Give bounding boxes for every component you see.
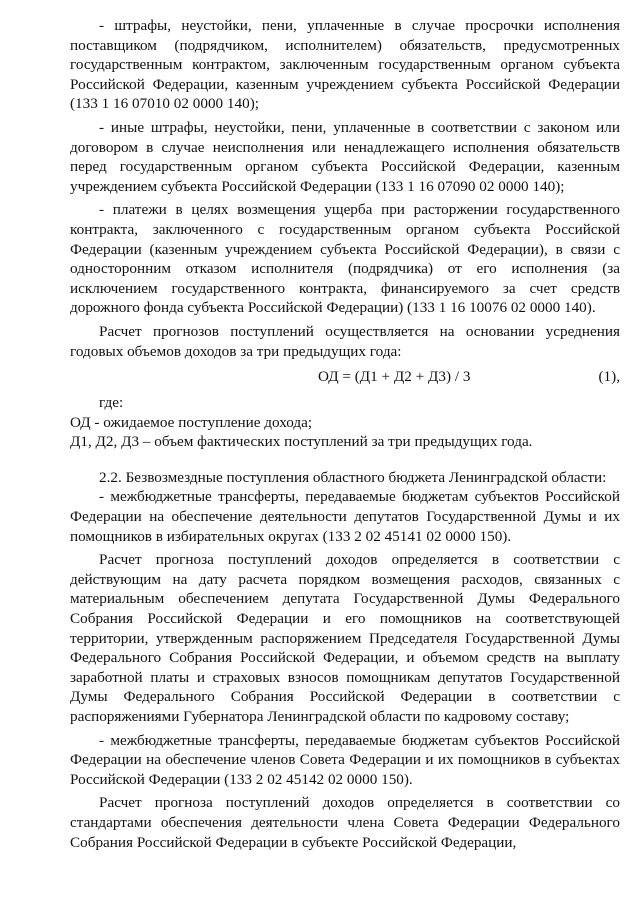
paragraph-forecast-duma: Расчет прогноза поступлений доходов определяется в соответствии с действующим на дату расчета порядком возмещения расходов, связанных с материальным обеспечением депутата Государственной Думы Федерального Собрания Российской Федерации и его помощников на соответствующей территории, утвержденным распоряжением Председателя Государственной Думы Федерального Собрания Российской Федерации, и объемом средств на выплату заработной платы и страховых взносов помощникам депутатов Государственной Думы Федерального Собрания Российской Федерации в соответствии с распоряжениями Губернатора Ленинградской области по кадровому составу; xyxy=(70,551,620,725)
formula-number: (1), xyxy=(598,368,620,386)
paragraph-damage-payments: - платежи в целях возмещения ущерба при расторжении государственного контракта, заключенного с государственным органом субъекта Российской Федерации (казенным учреждением субъекта Российской Федерации), в связи с односторонним отказом исполнителя (подрядчика) от его исполнения (за исключением государственного контракта, финансируемого за счет средств дорожного фонда субъекта Российской Федерации) (133 1 16 10076 02 0000 140). xyxy=(70,201,620,317)
legend-d123: Д1, Д2, Д3 – объем фактических поступлений за три предыдущих года. xyxy=(70,433,533,451)
paragraph-other-fines: - иные штрафы, неустойки, пени, уплаченные в соответствии с законом или договором в случае неисполнения или ненадлежащего исполнения обязательств перед государственным органом субъекта Российской Федерации, казенным учреждением субъекта Российской Федерации (133 1 16 07090 02 0000 140); xyxy=(70,118,620,195)
paragraph-fines-delay: - штрафы, неустойки, пени, уплаченные в случае просрочки исполнения поставщиком (подрядчиком, исполнителем) обязательств, предусмотренных государственным контрактом, заключенным государственным органом субъекта Российской Федерации, казенным учреждением субъекта Российской Федерации (133 1 16 07010 02 0000 140); xyxy=(70,17,620,113)
legend-od: ОД - ожидаемое поступление дохода; xyxy=(70,413,313,431)
formula-expression: ОД = (Д1 + Д2 + Д3) / 3 xyxy=(318,368,471,386)
section-gap xyxy=(70,452,620,468)
section-heading-2-2: 2.2. Безвозмездные поступления областного бюджета Ленинградской области: xyxy=(99,468,607,486)
paragraph-transfers-duma: - межбюджетные трансферты, передаваемые бюджетам субъектов Российской Федерации на обеспечение деятельности депутатов Государственной Думы и их помощников в избирательных округах (133 2 02 45141 02 0000 150). xyxy=(70,488,620,545)
formula-block xyxy=(70,367,620,389)
paragraph-forecast-method: Расчет прогнозов поступлений осуществляется на основании усреднения годовых объемов доходов за три предыдущих года: xyxy=(70,322,620,360)
document-page xyxy=(70,16,620,856)
paragraph-transfers-federation-council: - межбюджетные трансферты, передаваемые бюджетам субъектов Российской Федерации на обеспечение членов Совета Федерации и их помощников в субъектах Российской Федерации (133 2 02 45142 02 0000 150). xyxy=(70,731,620,788)
paragraph-forecast-federation-council: Расчет прогноза поступлений доходов определяется в соответствии со стандартами обеспечения деятельности члена Совета Федерации Федерального Собрания Российской Федерации в субъекте Российской Федерации, xyxy=(70,794,620,851)
legend-where: где: xyxy=(99,394,124,412)
